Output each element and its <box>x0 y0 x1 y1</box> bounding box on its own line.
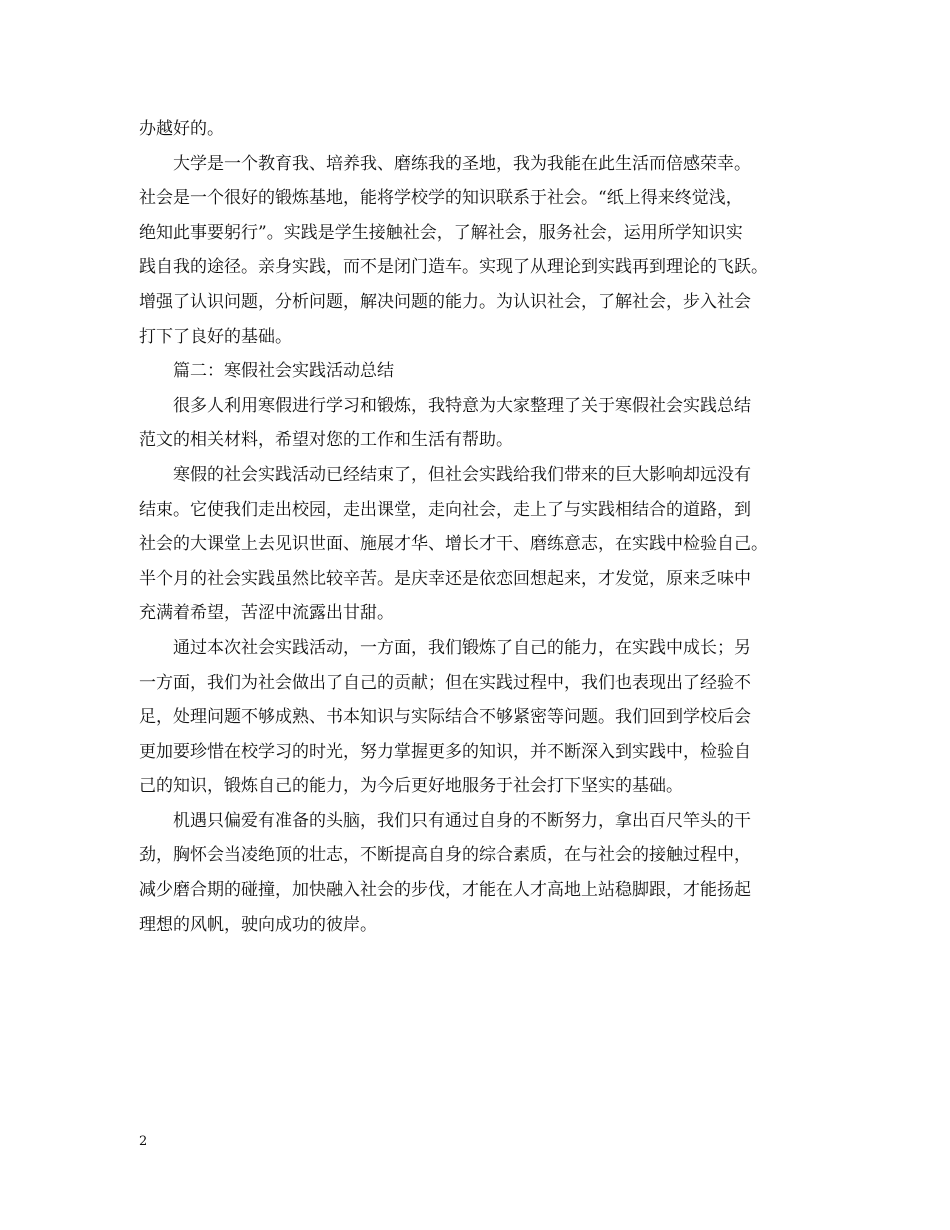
text-line: 范文的相关材料，希望对您的工作和生活有帮助。 <box>139 430 513 451</box>
text-line: 理想的风帆，驶向成功的彼岸。 <box>139 914 377 935</box>
text-line: 社会的大课堂上去见识世面、施展才华、增长才干、磨练意志，在实践中检验自己。 <box>139 534 768 555</box>
text-line: 更加要珍惜在校学习的时光，努力掌握更多的知识，并不断深入到实践中，检验自 <box>139 741 751 762</box>
text-line: 机遇只偏爱有准备的头脑，我们只有通过自身的不断努力，拿出百尺竿头的干 <box>139 810 751 831</box>
text-line: 一方面，我们为社会做出了自己的贡献；但在实践过程中，我们也表现出了经验不 <box>139 672 751 693</box>
text-line: 劲，胸怀会当凌绝顶的壮志，不断提高自身的综合素质，在与社会的接触过程中， <box>139 845 751 866</box>
text-line: 社会是一个很好的锻炼基地，能将学校学的知识联系于社会。“纸上得来终觉浅， <box>139 188 743 209</box>
text-line: 很多人利用寒假进行学习和锻炼，我特意为大家整理了关于寒假社会实践总结 <box>139 395 751 416</box>
body-text <box>139 112 815 942</box>
text-line: 打下了良好的基础。 <box>139 326 292 347</box>
text-line: 己的知识，锻炼自己的能力，为今后更好地服务于社会打下坚实的基础。 <box>139 776 683 797</box>
text-line: 寒假的社会实践活动已经结束了，但社会实践给我们带来的巨大影响却远没有 <box>139 464 751 485</box>
text-line: 结束。它使我们走出校园，走出课堂，走向社会，走上了与实践相结合的道路，到 <box>139 499 751 520</box>
text-line: 充满着希望，苦涩中流露出甘甜。 <box>139 603 394 624</box>
text-line: 增强了认识问题，分析问题，解决问题的能力。为认识社会，了解社会，步入社会 <box>139 291 751 312</box>
text-line: 半个月的社会实践虽然比较辛苦。是庆幸还是依恋回想起来，才发觉，原来乏味中 <box>139 568 751 589</box>
text-line: 办越好的。 <box>139 119 224 139</box>
text-line: 足，处理问题不够成熟、书本知识与实际结合不够紧密等问题。我们回到学校后会 <box>139 707 751 728</box>
section-heading: 篇二：寒假社会实践活动总结 <box>139 361 394 382</box>
page-number: 2 <box>139 1134 148 1149</box>
text-line: 减少磨合期的碰撞，加快融入社会的步伐，才能在人才高地上站稳脚跟，才能扬起 <box>139 880 751 901</box>
text-line: 绝知此事要躬行”。实践是学生接触社会，了解社会，服务社会，运用所学知识实 <box>139 222 743 243</box>
text-line: 践自我的途径。亲身实践，而不是闭门造车。实现了从理论到实践再到理论的飞跃。 <box>139 257 768 278</box>
text-line: 大学是一个教育我、培养我、磨练我的圣地，我为我能在此生活而倍感荣幸。 <box>139 153 751 174</box>
text-line: 通过本次社会实践活动，一方面，我们锻炼了自己的能力，在实践中成长；另 <box>139 637 751 658</box>
